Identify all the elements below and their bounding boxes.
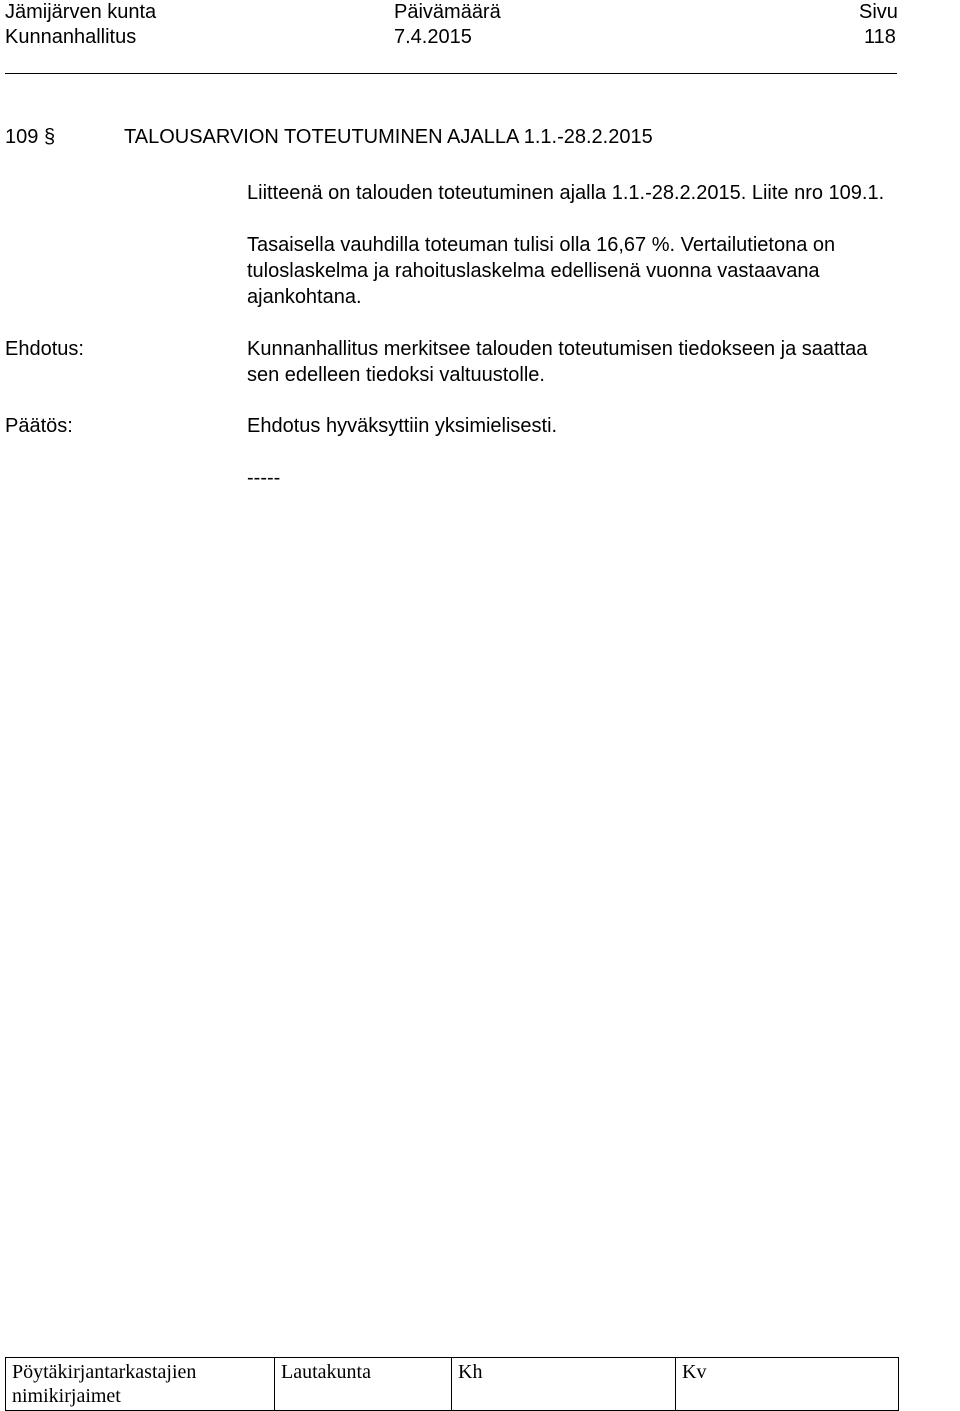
committee-label: Lautakunta	[281, 1361, 371, 1383]
date-value: 7.4.2015	[394, 26, 472, 48]
proposal-line: Kunnanhallitus merkitsee talouden toteutumisen tiedokseen ja saattaa	[247, 338, 868, 360]
committee-cell	[275, 1358, 452, 1411]
page-number: 118	[864, 26, 896, 48]
board-name: Kunnanhallitus	[5, 26, 137, 48]
proposal-label: Ehdotus:	[5, 338, 84, 360]
kh-cell	[452, 1358, 676, 1411]
paragraph-line: ajankohtana.	[247, 286, 362, 308]
paragraph-line: tuloslaskelma ja rahoituslaskelma edellisenä vuonna vastaavana	[247, 260, 820, 282]
section-number: 109	[5, 126, 39, 148]
decision-text: Ehdotus hyväksyttiin yksimielisesti.	[247, 415, 558, 437]
kh-label: Kh	[458, 1361, 483, 1383]
date-label: Päivämäärä	[394, 1, 501, 23]
section-title: TALOUSARVION TOTEUTUMINEN AJALLA 1.1.-28.2.2015	[124, 126, 653, 148]
decision-label: Päätös:	[5, 415, 73, 437]
header-divider	[5, 73, 897, 74]
checkers-label-line2: nimikirjaimet	[12, 1385, 121, 1407]
checkers-initials-cell	[6, 1358, 275, 1411]
signature-table	[5, 1357, 899, 1411]
section-mark: §	[44, 126, 56, 148]
context-paragraph	[247, 232, 947, 310]
proposal-line: sen edelleen tiedoksi valtuustolle.	[247, 364, 545, 386]
end-separator: -----	[247, 467, 281, 489]
attachment-line	[247, 180, 947, 206]
kv-cell	[676, 1358, 899, 1411]
page-label: Sivu	[859, 1, 898, 23]
attachment-text: Liitteenä on talouden toteutuminen ajalla 1.1.-28.2.2015. Liite nro 109.1.	[247, 182, 885, 204]
paragraph-line: Tasaisella vauhdilla toteuman tulisi olla 16,67 %. Vertailutietona on	[247, 234, 836, 256]
kv-label: Kv	[682, 1361, 707, 1383]
checkers-label-line1: Pöytäkirjantarkastajien	[12, 1361, 197, 1383]
municipality-name: Jämijärven kunta	[5, 1, 157, 23]
proposal-text	[247, 336, 947, 388]
